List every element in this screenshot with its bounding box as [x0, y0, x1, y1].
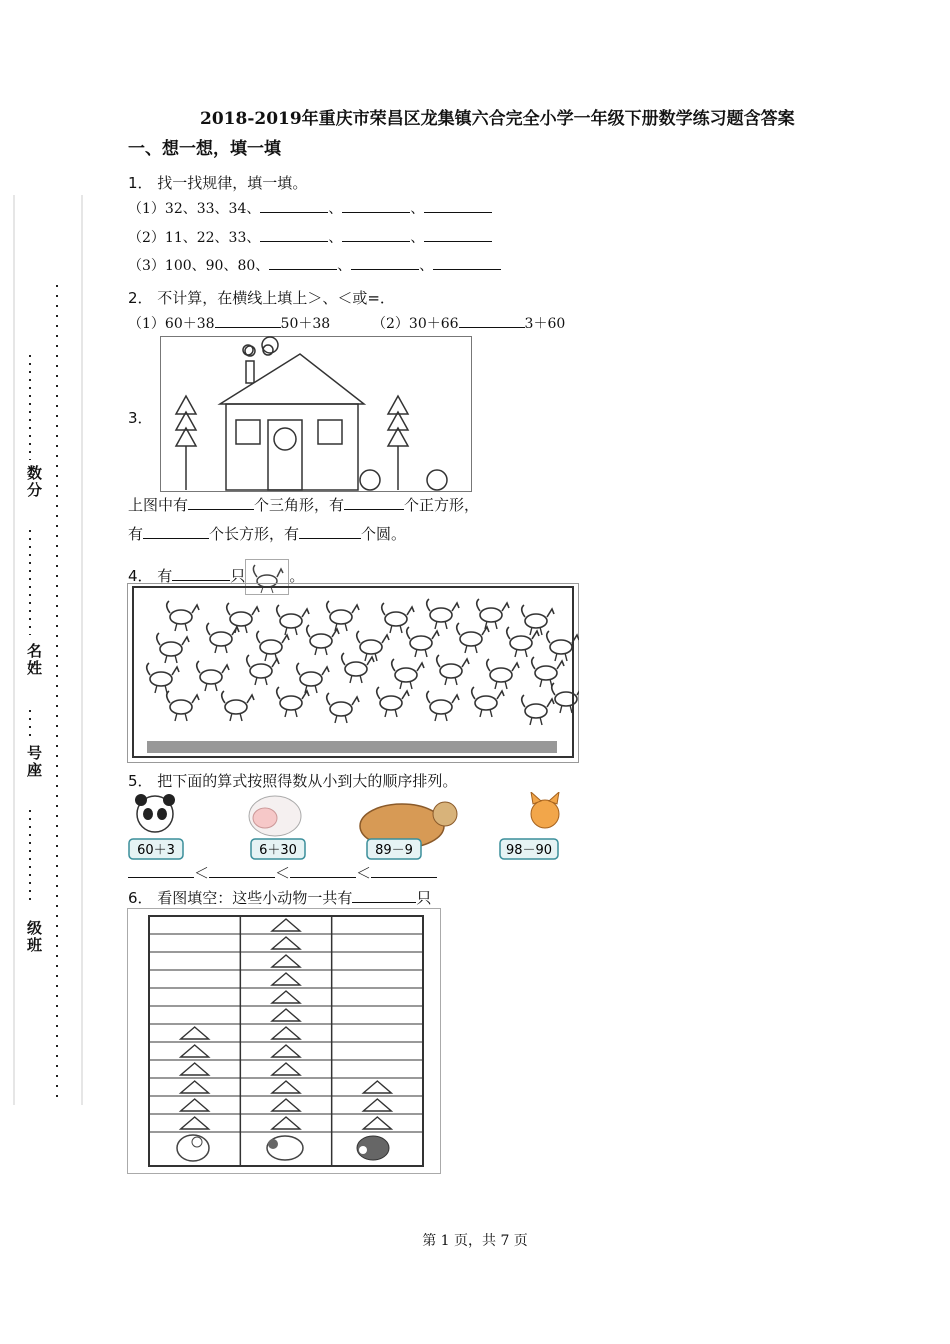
- triangle-mark: [272, 1081, 300, 1093]
- triangle-mark: [272, 973, 300, 985]
- answer-blank[interactable]: [424, 227, 492, 242]
- rooster-mark: [342, 653, 374, 683]
- triangle-mark: [181, 1063, 209, 1075]
- question-6-line: [128, 887, 431, 908]
- triangle-mark: [272, 937, 300, 949]
- less-than: ＜: [194, 864, 210, 882]
- animals-cards-figure: [127, 792, 563, 860]
- q3-text: 个正方形，: [404, 496, 480, 514]
- rooster-mark: [377, 687, 409, 717]
- triangle-mark: [181, 1099, 209, 1111]
- page-title: 2018-2019年重庆市荣昌区龙集镇六合完全小学一年级下册数学练习题含答案: [200, 109, 795, 129]
- answer-blank[interactable]: [299, 524, 361, 539]
- rooster-mark: [392, 659, 424, 689]
- answer-blank[interactable]: [269, 255, 337, 270]
- rooster-mark: [477, 599, 509, 629]
- answer-blank[interactable]: [290, 863, 356, 878]
- question-1-part-3: [128, 255, 501, 275]
- q3-text: 有: [128, 525, 144, 543]
- rooster-mark: [147, 663, 179, 693]
- separator: 、: [410, 201, 425, 217]
- card-3: 89－9: [375, 843, 413, 858]
- rooster-mark: [507, 627, 539, 657]
- dog-icon: [267, 1136, 303, 1160]
- triangle-mark: [181, 1117, 209, 1129]
- rooster-mark: [547, 631, 579, 661]
- answer-blank[interactable]: [209, 863, 275, 878]
- q2-b-right: 3＋60: [524, 316, 566, 332]
- answer-blank[interactable]: [344, 495, 404, 510]
- monkey-icon: [177, 1135, 209, 1161]
- card-2: 6＋30: [259, 843, 297, 858]
- side-label-score: 数分: [25, 465, 43, 499]
- answer-blank[interactable]: [188, 495, 254, 510]
- house-figure: [160, 334, 472, 492]
- rooster-mark: [427, 599, 459, 629]
- separator: 、: [419, 258, 434, 274]
- q4-text: 只: [230, 567, 246, 585]
- question-2-part-b: [372, 313, 565, 333]
- question-1-part-2: [128, 227, 492, 247]
- answer-blank[interactable]: [215, 313, 281, 328]
- separator: 、: [337, 258, 352, 274]
- rooster-mark: [472, 687, 504, 717]
- q2-b-left: （2）30＋66: [372, 316, 459, 332]
- side-label-class: 级班: [25, 920, 43, 954]
- q1-p1-text: （1）32、33、34、: [128, 201, 261, 217]
- animal-count-table: [127, 908, 441, 1174]
- rooster-mark: [522, 695, 554, 725]
- panda-icon: [135, 794, 175, 832]
- rooster-mark: [552, 683, 579, 713]
- answer-blank[interactable]: [352, 888, 416, 903]
- section-heading: 一、想一想，填一填: [128, 139, 281, 159]
- answer-blank[interactable]: [172, 566, 230, 581]
- q1-p2-text: （2）11、22、33、: [128, 230, 261, 246]
- triangle-mark: [181, 1081, 209, 1093]
- rooster-mark: [327, 601, 359, 631]
- triangle-mark: [181, 1027, 209, 1039]
- triangle-mark: [272, 1009, 300, 1021]
- rooster-mark: [247, 655, 279, 685]
- binding-margin: [12, 195, 84, 1105]
- q1-p3-text: （3）100、90、80、: [128, 258, 270, 274]
- question-5-answer-line: [128, 862, 437, 883]
- rooster-mark: [437, 655, 469, 685]
- rooster-mark: [167, 601, 199, 631]
- answer-blank[interactable]: [143, 524, 209, 539]
- rooster-mark: [197, 661, 229, 691]
- rooster-mark: [277, 605, 309, 635]
- rooster-mark: [227, 603, 259, 633]
- binding-lines: [12, 195, 84, 1105]
- answer-blank[interactable]: [260, 198, 328, 213]
- question-2-stem: 2． 不计算，在横线上填上＞、＜或=．: [128, 289, 395, 307]
- sheep-icon: [249, 796, 301, 836]
- triangle-mark: [272, 955, 300, 967]
- triangle-mark: [272, 1099, 300, 1111]
- answer-blank[interactable]: [260, 227, 328, 242]
- question-2-part-a: [128, 313, 330, 333]
- triangle-mark: [363, 1081, 391, 1093]
- question-3-line-2: [128, 523, 406, 544]
- q2-a-right: 50＋38: [280, 316, 331, 332]
- triangle-mark: [272, 1027, 300, 1039]
- answer-blank[interactable]: [459, 313, 525, 328]
- q3-text: 个圆。: [361, 525, 407, 543]
- q3-text: 上图中有: [128, 496, 189, 514]
- triangle-mark: [181, 1045, 209, 1057]
- rooster-mark: [357, 631, 389, 661]
- q3-text: 个三角形，有: [254, 496, 345, 514]
- rooster-mark: [297, 663, 329, 693]
- rooster-mark: [407, 627, 439, 657]
- rooster-mark: [207, 623, 239, 653]
- separator: 、: [410, 230, 425, 246]
- rooster-mark: [307, 625, 339, 655]
- question-3-line-1: [128, 494, 479, 515]
- triangle-mark: [272, 1045, 300, 1057]
- less-than: ＜: [356, 864, 372, 882]
- q4-text: 4． 有: [128, 567, 173, 585]
- rooster-mark: [277, 687, 309, 717]
- answer-blank[interactable]: [351, 255, 419, 270]
- rooster-mark: [327, 693, 359, 723]
- side-label-name: 名姓: [25, 643, 43, 677]
- triangle-mark: [272, 919, 300, 931]
- rooster-mark: [522, 605, 554, 635]
- rooster-mark: [457, 623, 489, 653]
- q3-text: 个长方形，有: [209, 525, 300, 543]
- roosters-figure: [127, 583, 579, 763]
- q6-text: 只: [416, 889, 432, 907]
- page-footer: 第 1 页，共 7 页: [422, 1233, 528, 1249]
- card-4: 98－90: [505, 843, 553, 858]
- hedgehog-icon: [357, 1136, 389, 1160]
- cat-icon: [531, 792, 559, 828]
- less-than: ＜: [275, 864, 291, 882]
- rooster-mark: [222, 691, 254, 721]
- triangle-mark: [272, 1117, 300, 1129]
- triangle-mark: [363, 1117, 391, 1129]
- rooster-mark: [427, 691, 459, 721]
- answer-blank[interactable]: [433, 255, 501, 270]
- answer-blank[interactable]: [342, 227, 410, 242]
- rooster-mark: [382, 603, 414, 633]
- side-label-seat: 号座: [25, 745, 43, 779]
- rooster-mark: [167, 691, 199, 721]
- separator: 、: [328, 201, 343, 217]
- q6-text: 6． 看图填空：这些小动物一共有: [128, 889, 353, 907]
- separator: 、: [328, 230, 343, 246]
- rooster-mark: [257, 631, 289, 661]
- rooster-mark: [157, 633, 189, 663]
- q4-text: 。: [289, 567, 305, 585]
- triangle-mark: [272, 1063, 300, 1075]
- rooster-mark: [487, 659, 519, 689]
- question-1-part-1: [128, 198, 492, 218]
- triangle-mark: [363, 1099, 391, 1111]
- question-1-stem: 1． 找一找规律，填一填。: [128, 174, 308, 192]
- answer-blank[interactable]: [342, 198, 410, 213]
- q2-a-left: （1）60＋38: [128, 316, 215, 332]
- rooster-mark: [532, 657, 564, 687]
- answer-blank[interactable]: [371, 863, 437, 878]
- triangle-mark: [272, 991, 300, 1003]
- question-5-stem: 5． 把下面的算式按照得数从小到大的顺序排列。: [128, 772, 458, 790]
- answer-blank[interactable]: [424, 198, 492, 213]
- card-1: 60＋3: [137, 843, 175, 858]
- question-3-number: 3．: [128, 409, 153, 427]
- answer-blank[interactable]: [128, 863, 194, 878]
